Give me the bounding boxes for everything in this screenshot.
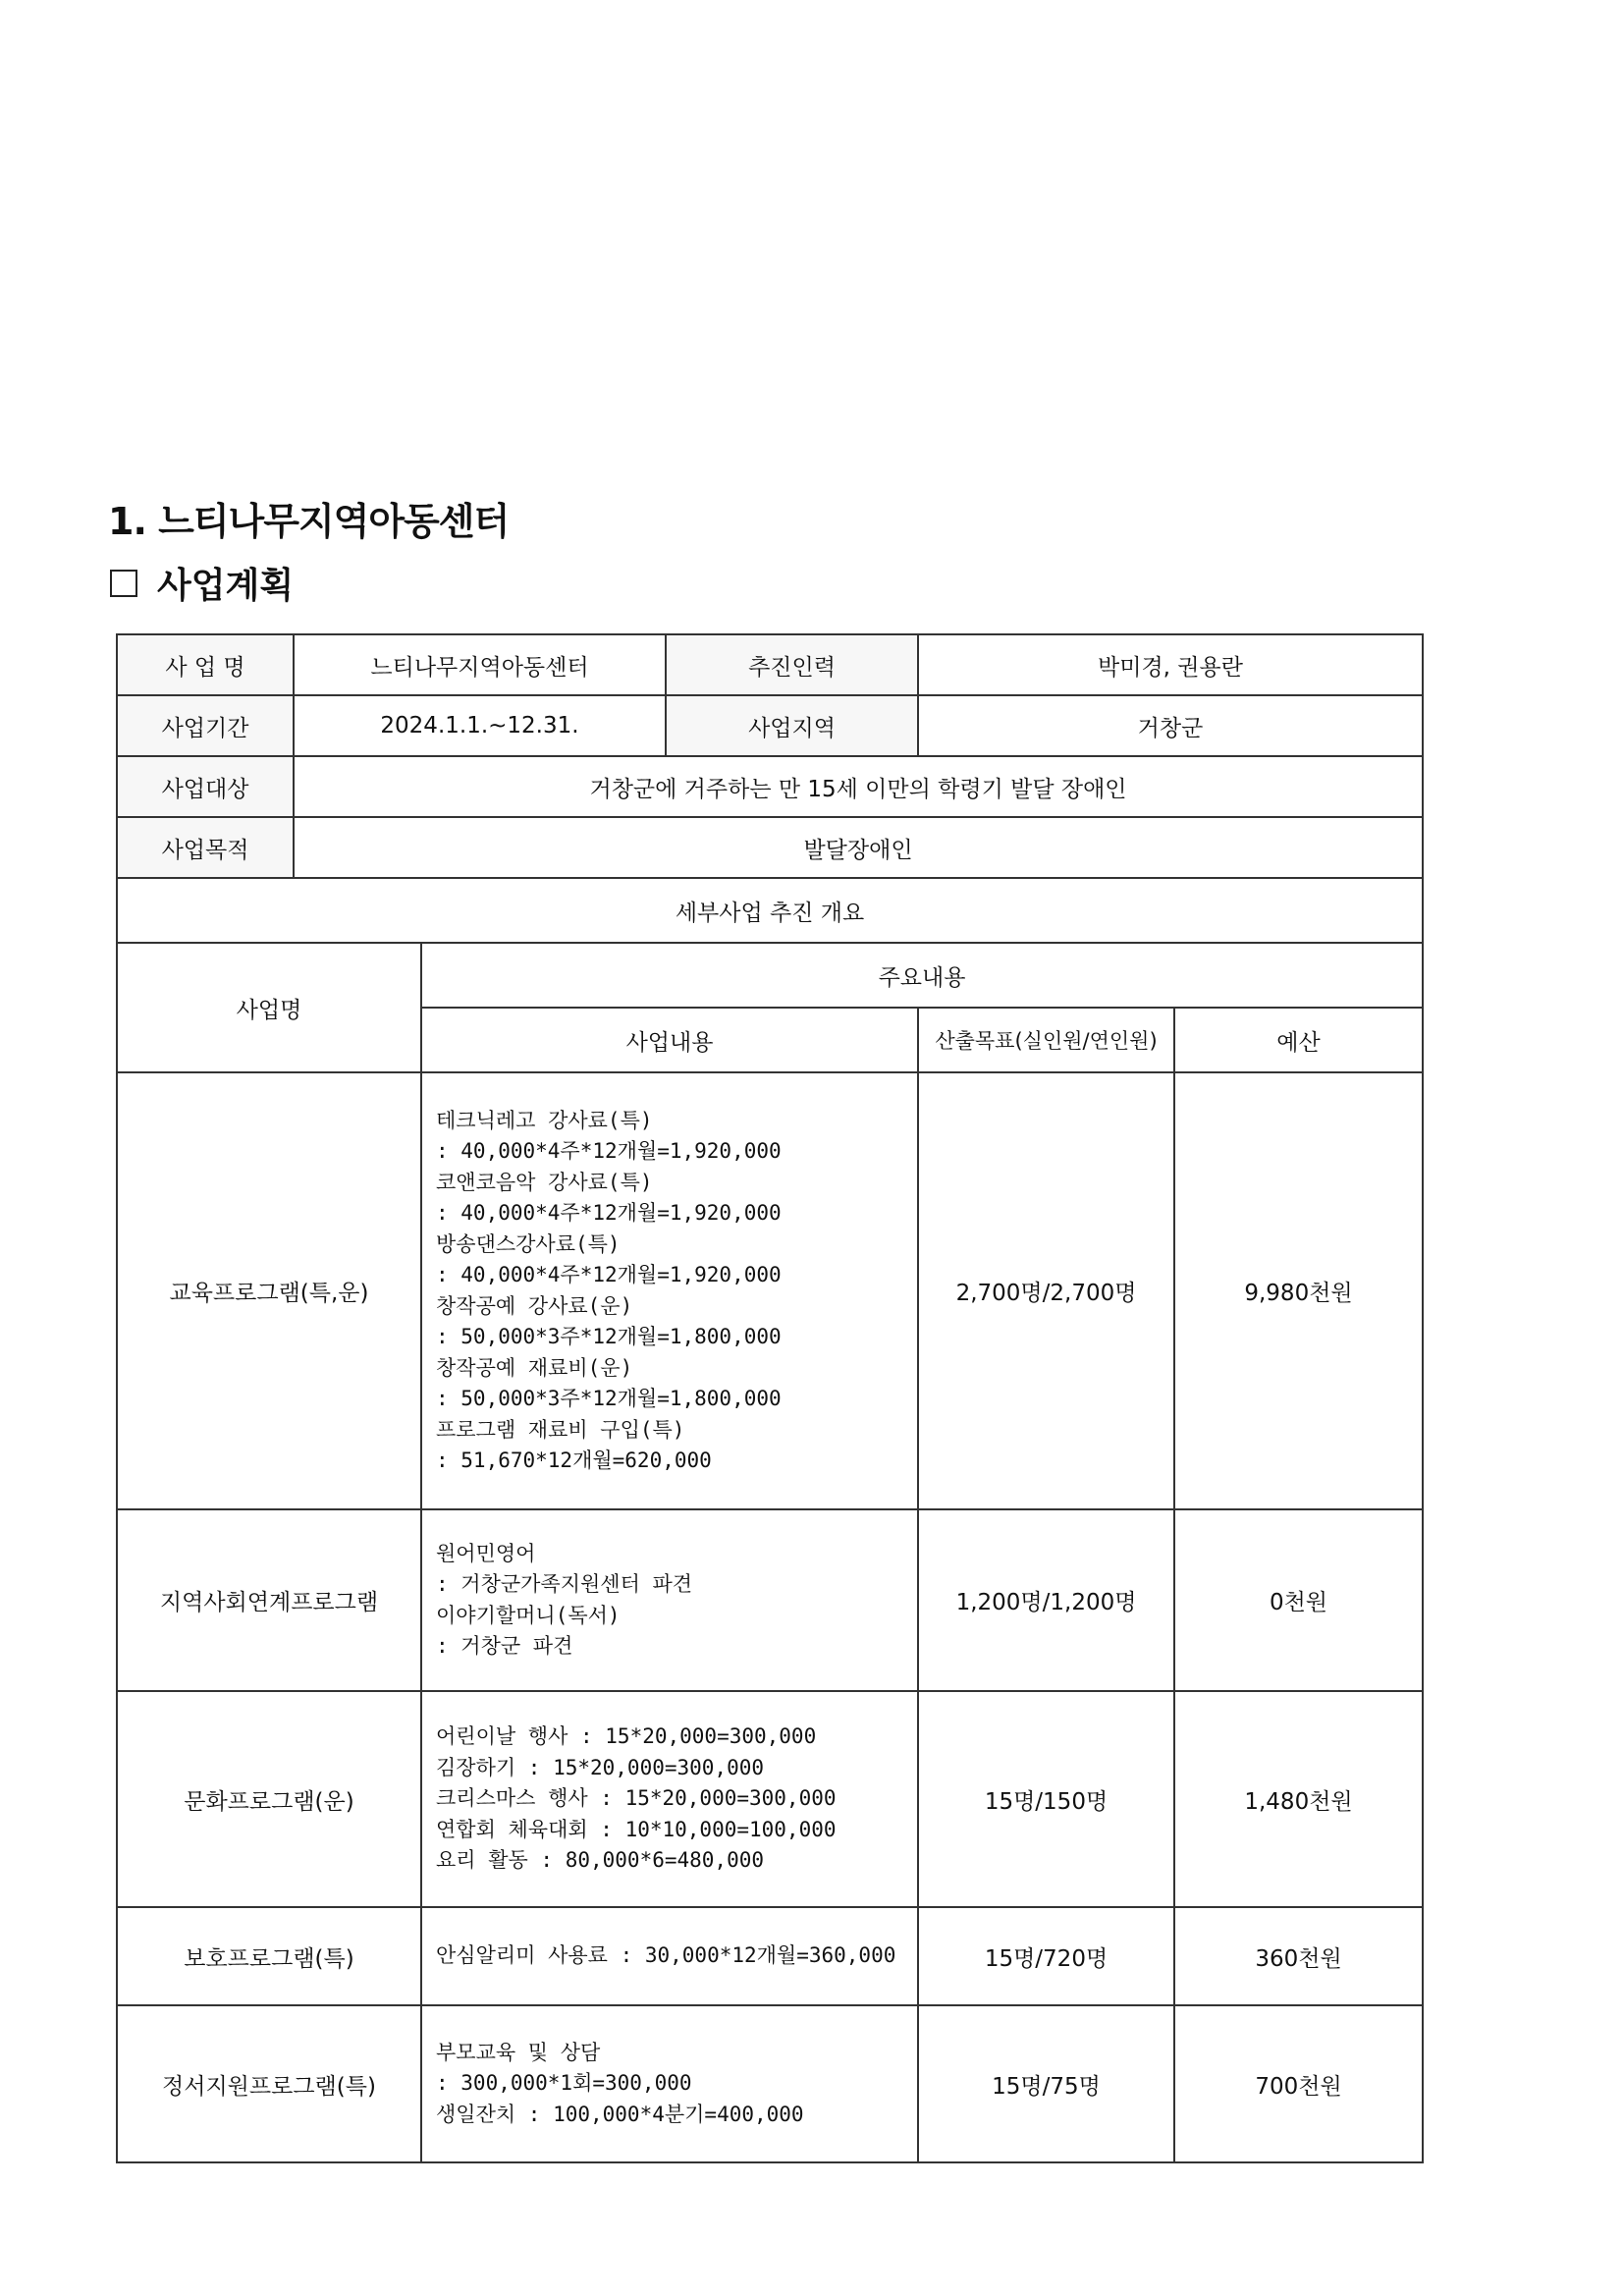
program-content	[421, 1509, 918, 1691]
content-line: 창작공예 강사료(운)	[436, 1293, 633, 1318]
program-name: 교육프로그램(특,운)	[117, 1072, 421, 1509]
content-line: : 40,000*4주*12개월=1,920,000	[436, 1201, 782, 1225]
row-details-title	[117, 878, 1423, 943]
program-name: 지역사회연계프로그램	[117, 1509, 421, 1691]
details-section-title: 세부사업 추진 개요	[117, 878, 1423, 943]
content-line: : 300,000*1회=300,000	[436, 2071, 692, 2096]
col-header-main: 주요내용	[421, 943, 1423, 1008]
content-line: 크리스마스 행사 : 15*20,000=300,000	[436, 1786, 837, 1811]
row-business-name	[117, 634, 1423, 695]
business-name-value: 느티나무지역아동센터	[294, 634, 666, 695]
content-line: 생일잔치 : 100,000*4분기=400,000	[436, 2102, 804, 2126]
program-name: 보호프로그램(특)	[117, 1907, 421, 2005]
content-line: : 50,000*3주*12개월=1,800,000	[436, 1387, 782, 1410]
business-name-label: 사 업 명	[117, 634, 294, 695]
program-content	[421, 1072, 918, 1509]
program-target: 15명/75명	[918, 2005, 1174, 2162]
content-line: 연합회 체육대회 : 10*10,000=100,000	[436, 1817, 837, 1841]
content-line: 원어민영어	[436, 1541, 536, 1565]
program-content	[421, 1907, 918, 2005]
row-purpose	[117, 817, 1423, 878]
table-row	[117, 1509, 1423, 1691]
table-row	[117, 1907, 1423, 2005]
program-budget: 360천원	[1174, 1907, 1423, 2005]
region-label: 사업지역	[666, 695, 918, 756]
table-row	[117, 2005, 1423, 2162]
program-name: 문화프로그램(운)	[117, 1691, 421, 1907]
table-row	[117, 1072, 1423, 1509]
content-line: 요리 활동 : 80,000*6=480,000	[436, 1848, 765, 1873]
program-budget: 700천원	[1174, 2005, 1423, 2162]
region-value: 거창군	[918, 695, 1423, 756]
content-line: 테크닉레고 강사료(특)	[436, 1108, 653, 1132]
purpose-label: 사업목적	[117, 817, 294, 878]
period-label: 사업기간	[117, 695, 294, 756]
target-value: 거창군에 거주하는 만 15세 이만의 학령기 발달 장애인	[294, 756, 1423, 817]
program-budget: 1,480천원	[1174, 1691, 1423, 1907]
table-row	[117, 1691, 1423, 1907]
program-content	[421, 1691, 918, 1907]
content-line: 프로그램 재료비 구입(특)	[436, 1417, 685, 1442]
content-line: : 거창군가족지원센터 파견	[436, 1572, 693, 1596]
content-line: : 거창군 파견	[436, 1634, 573, 1658]
content-line: 안심알리미 사용료 : 30,000*12개월=360,000	[436, 1943, 896, 1968]
content-line: 창작공예 재료비(운)	[436, 1355, 633, 1380]
program-name: 정서지원프로그램(특)	[117, 2005, 421, 2162]
target-label: 사업대상	[117, 756, 294, 817]
staff-value: 박미경, 권용란	[918, 634, 1423, 695]
section-heading	[110, 558, 294, 608]
row-header-1	[117, 943, 1423, 1008]
content-line: 방송댄스강사료(특)	[436, 1231, 621, 1256]
col-header-target: 산출목표(실인원/연인원)	[918, 1008, 1174, 1072]
row-target	[117, 756, 1423, 817]
program-target: 15명/720명	[918, 1907, 1174, 2005]
program-content	[421, 2005, 918, 2162]
program-target: 15명/150명	[918, 1691, 1174, 1907]
staff-label: 추진인력	[666, 634, 918, 695]
content-line: 어린이날 행사 : 15*20,000=300,000	[436, 1724, 817, 1749]
program-target: 2,700명/2,700명	[918, 1072, 1174, 1509]
checkbox-icon	[110, 570, 137, 597]
content-line: : 50,000*3주*12개월=1,800,000	[436, 1325, 782, 1348]
content-line: 부모교육 및 상담	[436, 2040, 601, 2064]
page-title: 1. 느티나무지역아동센터	[108, 500, 510, 543]
content-line: 코앤코음악 강사료(특)	[436, 1170, 653, 1194]
program-budget: 0천원	[1174, 1509, 1423, 1691]
purpose-value: 발달장애인	[294, 817, 1423, 878]
business-plan-table	[116, 633, 1424, 2163]
content-line: : 51,670*12개월=620,000	[436, 1449, 712, 1472]
program-budget: 9,980천원	[1174, 1072, 1423, 1509]
content-line: 이야기할머니(독서)	[436, 1603, 621, 1627]
content-line: 김장하기 : 15*20,000=300,000	[436, 1755, 765, 1779]
col-header-name: 사업명	[117, 943, 421, 1072]
content-line: : 40,000*4주*12개월=1,920,000	[436, 1139, 782, 1163]
row-period	[117, 695, 1423, 756]
col-header-budget: 예산	[1174, 1008, 1423, 1072]
program-target: 1,200명/1,200명	[918, 1509, 1174, 1691]
section-heading-text: 사업계획	[157, 566, 295, 606]
col-header-content: 사업내용	[421, 1008, 918, 1072]
period-value: 2024.1.1.~12.31.	[294, 695, 666, 756]
content-line: : 40,000*4주*12개월=1,920,000	[436, 1263, 782, 1286]
